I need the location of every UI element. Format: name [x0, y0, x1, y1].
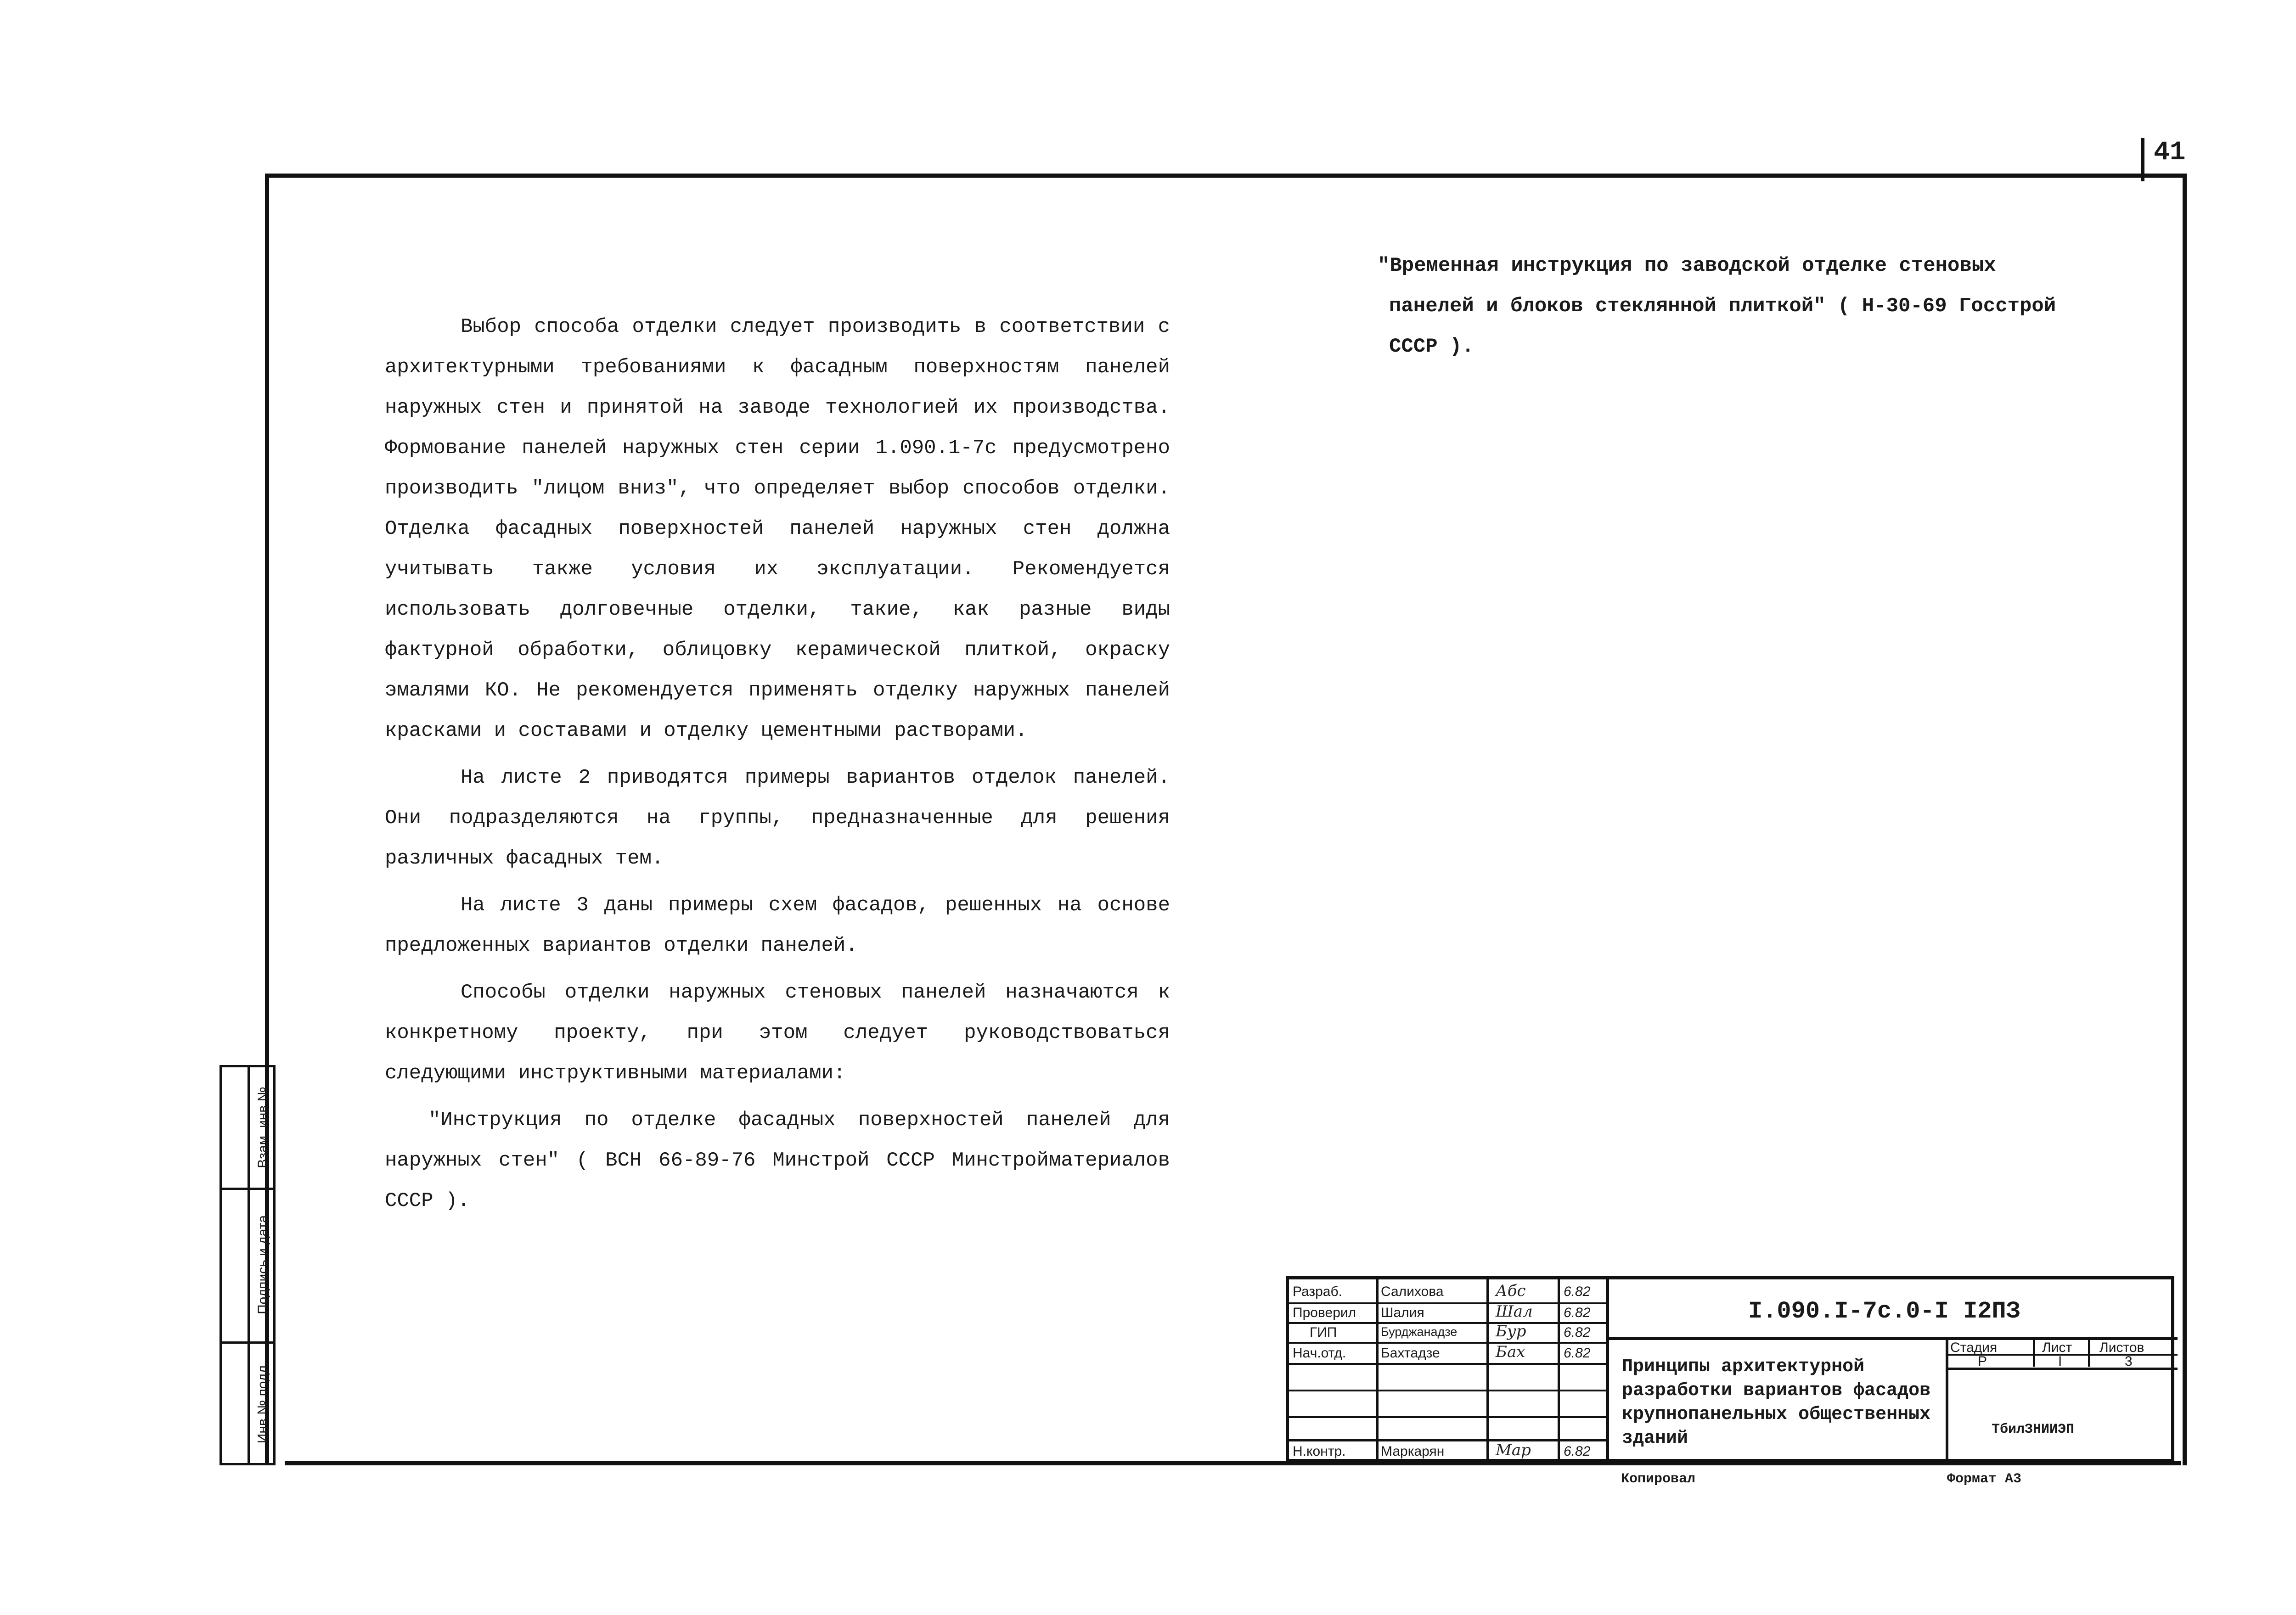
tb-role-1: Разраб.: [1293, 1284, 1343, 1299]
tb-role-7: Н.контр.: [1293, 1444, 1346, 1459]
paragraph-3: На листе 3 даны примеры схем фасадов, решенных на основе предложенных вариантов отделки панелей.: [385, 894, 1170, 957]
paragraph-2: На листе 2 приводятся примеры вариантов отделок панелей. Они подразделяются на группы, предназначенные для решения различных фасадных тем.: [385, 766, 1170, 870]
tb-role-2: Проверил: [1293, 1305, 1356, 1320]
organization: ТбилЗНИИЭП: [1992, 1422, 2075, 1437]
paragraph-1: Выбор способа отделки следует производить в соответствии с архитектурными требованиями к фасадным поверхностям панелей наружных стен и принятой на заводе технологией их производства. Формование панелей наружных стен серии 1.090.1-7с предусмотрено производить "лицом вниз", что определяет выбор способов отделки. Отделка фасадных поверхностей панелей наружных стен должна учитывать также условия их эксплуатации. Рекомендуется использовать долговечные отделки, такие, как разные виды фактурной обработки, облицовку керамической плиткой, окраску эмалями КО. Не рекомендуется применять отделку наружных панелей красками и составами и отделку цементными растворами.: [385, 315, 1170, 742]
stage-value: Р: [1978, 1354, 1987, 1369]
tb-name-3: Бурджанадзе: [1381, 1325, 1458, 1339]
sheets-value: 3: [2125, 1354, 2133, 1369]
tb-date-7: 6.82: [1564, 1444, 1591, 1459]
tb-name-7: Маркарян: [1381, 1444, 1445, 1459]
tb-sig-2: Шал: [1496, 1302, 1533, 1321]
tb-name-4: Бахтадзе: [1381, 1346, 1440, 1361]
stamp-inv-dup: Взам. инв.№: [255, 1087, 270, 1168]
sheet-label: Лист: [2042, 1340, 2072, 1355]
paragraph-5: "Инструкция по отделке фасадных поверхностей панелей для наружных стен" ( ВСН 66-89-76 Минстрой СССР Минстройматериалов СССР ).: [385, 1109, 1170, 1212]
paragraph-4: Способы отделки наружных стеновых панелей назначаются к конкретному проекту, при этом следует руководствоваться следующими инструктивными материалами:: [385, 981, 1170, 1085]
page-number: 41: [2154, 138, 2186, 168]
tb-sig-4: Бах: [1496, 1343, 1525, 1361]
explanatory-note-right: [1378, 246, 2076, 367]
document-code: I.090.I-7с.0-I I2ПЗ: [1748, 1298, 2020, 1325]
tb-name-1: Салихова: [1381, 1284, 1444, 1299]
stage-label: Стадия: [1950, 1340, 1998, 1355]
tb-role-4: Нач.отд.: [1293, 1346, 1346, 1361]
tb-date-3: 6.82: [1564, 1325, 1591, 1340]
paragraph-right-1: "Временная инструкция по заводской отделке стеновых панелей и блоков стеклянной плиткой" ( Н-30-69 Госстрой СССР ).: [1378, 254, 2056, 358]
tb-date-1: 6.82: [1564, 1284, 1591, 1299]
tb-sig-3: Бур: [1496, 1322, 1526, 1340]
tb-sig-7: Мар: [1496, 1441, 1531, 1459]
explanatory-note-left: [385, 307, 1170, 1228]
title-block: [1286, 1276, 2174, 1462]
format-label: Формат А3: [1947, 1471, 2022, 1487]
tb-name-2: Шалия: [1381, 1305, 1424, 1320]
side-stamp: [219, 1065, 276, 1465]
tb-role-3: ГИП: [1310, 1325, 1337, 1340]
sheet-value: I: [2058, 1354, 2062, 1369]
stamp-inv-orig: Инв.№ подл.: [255, 1361, 270, 1443]
tb-date-4: 6.82: [1564, 1346, 1591, 1361]
tb-sig-1: Абс: [1496, 1282, 1526, 1300]
tb-date-2: 6.82: [1564, 1305, 1591, 1320]
sheets-label: Листов: [2099, 1340, 2144, 1355]
stamp-sign-date: Подпись и дата: [255, 1215, 270, 1314]
copied-by-label: Копировал: [1621, 1471, 1696, 1487]
document-title: Принципы архитектурной разработки вариантов фасадов крупнопанельных общественных зданий: [1622, 1357, 1931, 1449]
